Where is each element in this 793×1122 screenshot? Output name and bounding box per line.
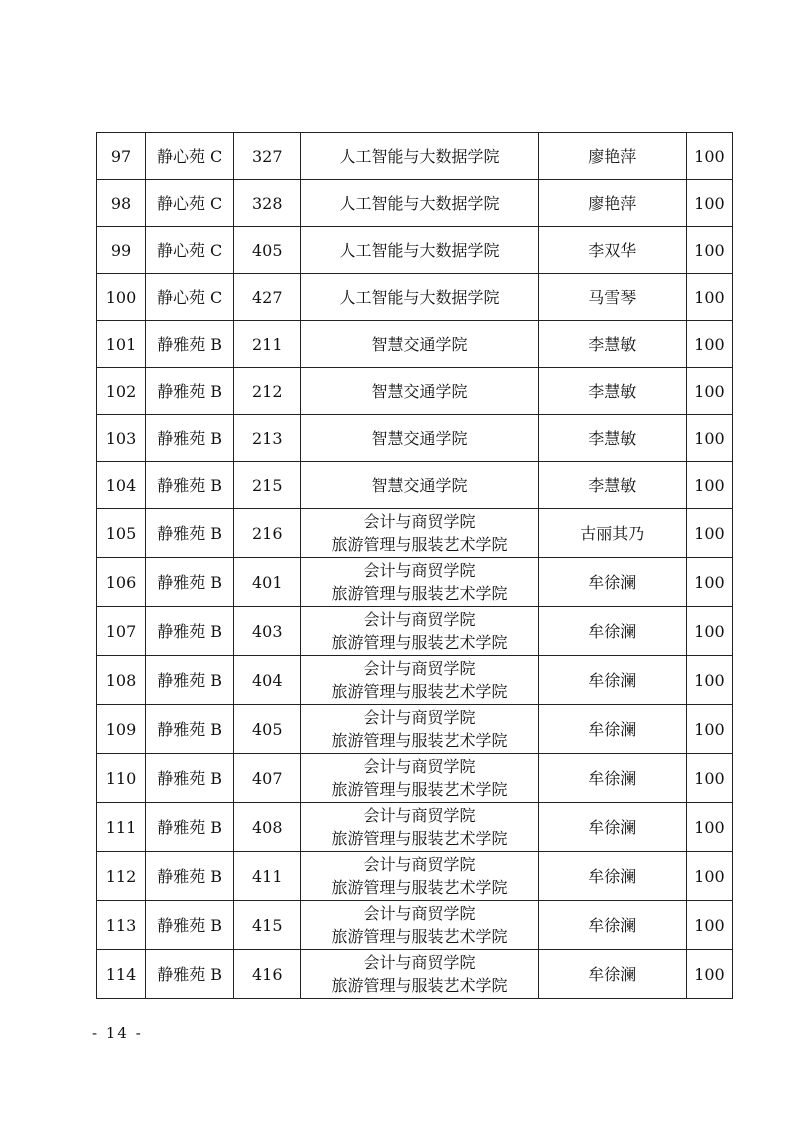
room-cell: 212 (234, 368, 301, 415)
room-cell: 405 (234, 227, 301, 274)
score-cell: 100 (686, 227, 732, 274)
table-row (97, 607, 733, 656)
college-line: 会计与商贸学院 (363, 659, 476, 678)
table-row (97, 754, 733, 803)
building-cell: 静心苑 C (146, 133, 234, 180)
college-line: 人工智能与大数据学院 (339, 146, 500, 166)
college-line: 智慧交通学院 (371, 475, 468, 495)
college-line: 人工智能与大数据学院 (339, 240, 500, 260)
building-cell: 静雅苑 B (146, 852, 234, 901)
score-cell: 100 (686, 607, 732, 656)
row-number-cell: 103 (97, 415, 146, 462)
row-number-cell: 112 (97, 852, 146, 901)
score-cell: 100 (686, 852, 732, 901)
college-cell (301, 705, 538, 754)
supervisor-cell: 牟徐澜 (538, 901, 686, 950)
college-line: 旅游管理与服装艺术学院 (331, 927, 508, 946)
room-cell: 216 (234, 509, 301, 558)
supervisor-cell: 古丽其乃 (538, 509, 686, 558)
supervisor-cell: 牟徐澜 (538, 754, 686, 803)
building-cell: 静雅苑 B (146, 754, 234, 803)
college-line: 旅游管理与服装艺术学院 (331, 535, 508, 554)
table-row (97, 558, 733, 607)
building-cell: 静心苑 C (146, 227, 234, 274)
college-cell (301, 803, 538, 852)
building-cell: 静雅苑 B (146, 558, 234, 607)
supervisor-cell: 牟徐澜 (538, 607, 686, 656)
row-number-cell: 107 (97, 607, 146, 656)
college-line: 旅游管理与服装艺术学院 (331, 633, 508, 652)
row-number-cell: 108 (97, 656, 146, 705)
college-line: 会计与商贸学院 (363, 561, 476, 580)
college-cell (301, 321, 538, 368)
supervisor-cell: 李慧敏 (538, 368, 686, 415)
row-number-cell: 105 (97, 509, 146, 558)
score-cell: 100 (686, 368, 732, 415)
room-cell: 328 (234, 180, 301, 227)
college-line: 旅游管理与服装艺术学院 (331, 878, 508, 897)
building-cell: 静心苑 C (146, 180, 234, 227)
supervisor-cell: 廖艳萍 (538, 180, 686, 227)
row-number-cell: 104 (97, 462, 146, 509)
building-cell: 静雅苑 B (146, 368, 234, 415)
page-number: - 14 - (92, 1024, 143, 1042)
college-cell (301, 462, 538, 509)
row-number-cell: 97 (97, 133, 146, 180)
table-row (97, 274, 733, 321)
college-cell (301, 901, 538, 950)
row-number-cell: 100 (97, 274, 146, 321)
supervisor-cell: 李慧敏 (538, 415, 686, 462)
college-cell (301, 227, 538, 274)
score-cell: 100 (686, 558, 732, 607)
table-row (97, 705, 733, 754)
table-row (97, 180, 733, 227)
college-line: 会计与商贸学院 (363, 904, 476, 923)
row-number-cell: 98 (97, 180, 146, 227)
college-cell (301, 852, 538, 901)
college-line: 旅游管理与服装艺术学院 (331, 780, 508, 799)
college-cell (301, 509, 538, 558)
table-row (97, 901, 733, 950)
supervisor-cell: 牟徐澜 (538, 656, 686, 705)
building-cell: 静雅苑 B (146, 803, 234, 852)
room-cell: 215 (234, 462, 301, 509)
table-row (97, 950, 733, 999)
college-cell (301, 950, 538, 999)
building-cell: 静雅苑 B (146, 415, 234, 462)
building-cell: 静雅苑 B (146, 321, 234, 368)
score-cell: 100 (686, 901, 732, 950)
room-cell: 403 (234, 607, 301, 656)
college-line: 会计与商贸学院 (363, 953, 476, 972)
college-cell (301, 133, 538, 180)
room-cell: 415 (234, 901, 301, 950)
room-cell: 427 (234, 274, 301, 321)
score-cell: 100 (686, 462, 732, 509)
supervisor-cell: 牟徐澜 (538, 705, 686, 754)
college-line: 旅游管理与服装艺术学院 (331, 584, 508, 603)
building-cell: 静雅苑 B (146, 705, 234, 754)
college-cell (301, 368, 538, 415)
row-number-cell: 106 (97, 558, 146, 607)
score-cell: 100 (686, 415, 732, 462)
row-number-cell: 101 (97, 321, 146, 368)
score-cell: 100 (686, 950, 732, 999)
row-number-cell: 110 (97, 754, 146, 803)
college-line: 会计与商贸学院 (363, 610, 476, 629)
college-line: 会计与商贸学院 (363, 806, 476, 825)
score-cell: 100 (686, 754, 732, 803)
college-line: 旅游管理与服装艺术学院 (331, 731, 508, 750)
table-row (97, 803, 733, 852)
room-cell: 416 (234, 950, 301, 999)
building-cell: 静雅苑 B (146, 607, 234, 656)
college-line: 会计与商贸学院 (363, 708, 476, 727)
room-cell: 404 (234, 656, 301, 705)
college-cell (301, 656, 538, 705)
table-row (97, 656, 733, 705)
building-cell: 静雅苑 B (146, 950, 234, 999)
room-cell: 411 (234, 852, 301, 901)
row-number-cell: 113 (97, 901, 146, 950)
row-number-cell: 99 (97, 227, 146, 274)
college-line: 智慧交通学院 (371, 381, 468, 401)
college-line: 会计与商贸学院 (363, 757, 476, 776)
room-cell: 408 (234, 803, 301, 852)
college-cell (301, 558, 538, 607)
college-line: 会计与商贸学院 (363, 855, 476, 874)
building-cell: 静雅苑 B (146, 901, 234, 950)
row-number-cell: 102 (97, 368, 146, 415)
score-cell: 100 (686, 656, 732, 705)
room-cell: 211 (234, 321, 301, 368)
table-row (97, 462, 733, 509)
row-number-cell: 114 (97, 950, 146, 999)
building-cell: 静雅苑 B (146, 656, 234, 705)
college-cell (301, 607, 538, 656)
row-number-cell: 109 (97, 705, 146, 754)
college-line: 旅游管理与服装艺术学院 (331, 682, 508, 701)
college-line: 智慧交通学院 (371, 428, 468, 448)
room-cell: 327 (234, 133, 301, 180)
college-cell (301, 415, 538, 462)
supervisor-cell: 廖艳萍 (538, 133, 686, 180)
table-row (97, 509, 733, 558)
score-cell: 100 (686, 321, 732, 368)
score-cell: 100 (686, 180, 732, 227)
supervisor-cell: 李慧敏 (538, 321, 686, 368)
college-line: 会计与商贸学院 (363, 512, 476, 531)
table-row (97, 133, 733, 180)
table-row (97, 321, 733, 368)
supervisor-cell: 牟徐澜 (538, 558, 686, 607)
room-cell: 213 (234, 415, 301, 462)
college-cell (301, 274, 538, 321)
row-number-cell: 111 (97, 803, 146, 852)
score-cell: 100 (686, 803, 732, 852)
table-row (97, 227, 733, 274)
room-cell: 405 (234, 705, 301, 754)
college-line: 智慧交通学院 (371, 334, 468, 354)
college-line: 人工智能与大数据学院 (339, 193, 500, 213)
college-cell (301, 180, 538, 227)
table-row (97, 415, 733, 462)
supervisor-cell: 马雪琴 (538, 274, 686, 321)
supervisor-cell: 牟徐澜 (538, 950, 686, 999)
dormitory-score-table (96, 132, 733, 999)
supervisor-cell: 李双华 (538, 227, 686, 274)
college-line: 旅游管理与服装艺术学院 (331, 976, 508, 995)
building-cell: 静雅苑 B (146, 509, 234, 558)
room-cell: 401 (234, 558, 301, 607)
table-row (97, 368, 733, 415)
score-cell: 100 (686, 705, 732, 754)
score-cell: 100 (686, 509, 732, 558)
score-cell: 100 (686, 274, 732, 321)
building-cell: 静雅苑 B (146, 462, 234, 509)
college-cell (301, 754, 538, 803)
supervisor-cell: 牟徐澜 (538, 803, 686, 852)
college-line: 旅游管理与服装艺术学院 (331, 829, 508, 848)
college-line: 人工智能与大数据学院 (339, 287, 500, 307)
table-body (97, 133, 733, 999)
supervisor-cell: 牟徐澜 (538, 852, 686, 901)
supervisor-cell: 李慧敏 (538, 462, 686, 509)
building-cell: 静心苑 C (146, 274, 234, 321)
score-cell: 100 (686, 133, 732, 180)
table-row (97, 852, 733, 901)
room-cell: 407 (234, 754, 301, 803)
